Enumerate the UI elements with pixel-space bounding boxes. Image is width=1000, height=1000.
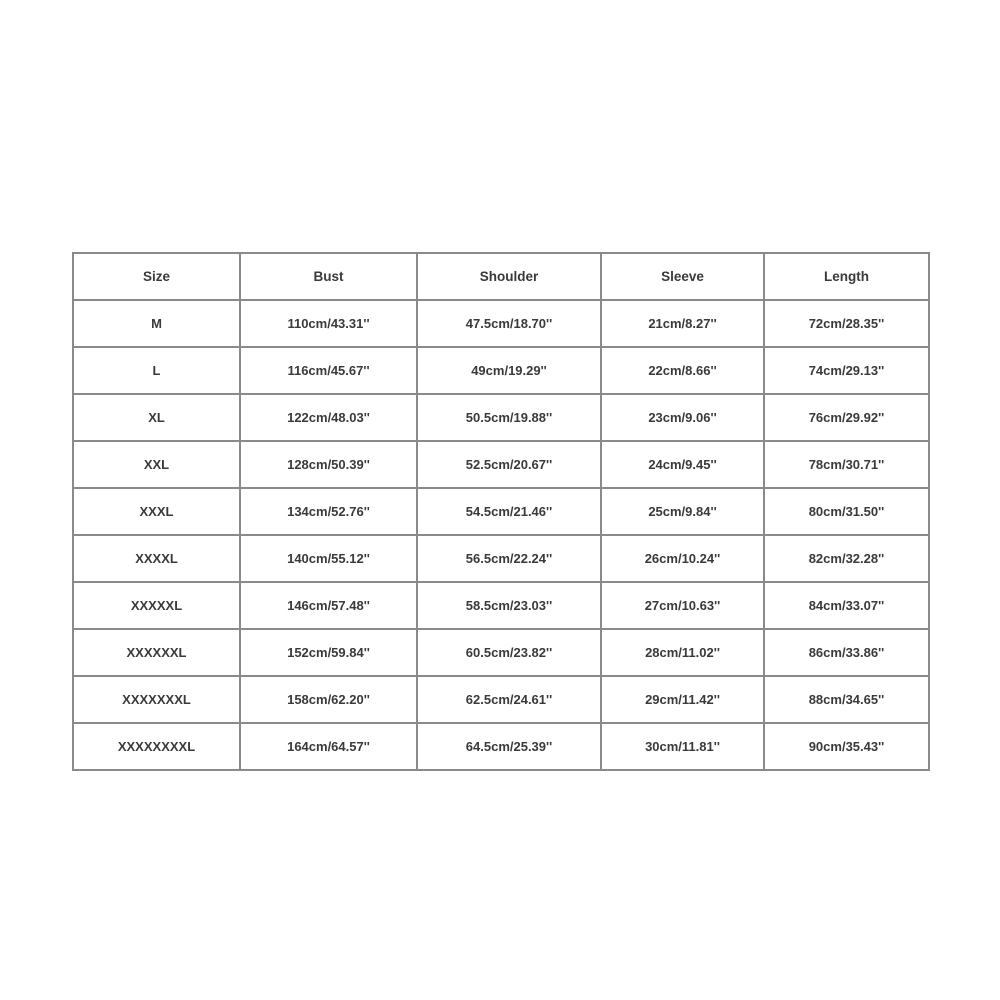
header-sleeve: Sleeve [601,253,764,300]
cell-size: XL [73,394,240,441]
cell-length: 78cm/30.71'' [764,441,929,488]
cell-bust: 128cm/50.39'' [240,441,417,488]
table-row [73,488,929,535]
table-row [73,347,929,394]
cell-size: XXXXXXXL [73,676,240,723]
cell-shoulder: 52.5cm/20.67'' [417,441,601,488]
cell-sleeve: 29cm/11.42'' [601,676,764,723]
cell-shoulder: 49cm/19.29'' [417,347,601,394]
cell-bust: 122cm/48.03'' [240,394,417,441]
cell-length: 76cm/29.92'' [764,394,929,441]
cell-sleeve: 30cm/11.81'' [601,723,764,770]
cell-sleeve: 22cm/8.66'' [601,347,764,394]
cell-sleeve: 24cm/9.45'' [601,441,764,488]
cell-size: XXL [73,441,240,488]
cell-bust: 146cm/57.48'' [240,582,417,629]
cell-size: XXXXL [73,535,240,582]
cell-shoulder: 58.5cm/23.03'' [417,582,601,629]
cell-shoulder: 50.5cm/19.88'' [417,394,601,441]
cell-sleeve: 23cm/9.06'' [601,394,764,441]
cell-size: XXXL [73,488,240,535]
cell-shoulder: 64.5cm/25.39'' [417,723,601,770]
table-row [73,394,929,441]
cell-bust: 152cm/59.84'' [240,629,417,676]
cell-length: 80cm/31.50'' [764,488,929,535]
cell-length: 72cm/28.35'' [764,300,929,347]
cell-bust: 116cm/45.67'' [240,347,417,394]
table-row [73,629,929,676]
cell-sleeve: 25cm/9.84'' [601,488,764,535]
cell-size: XXXXXXL [73,629,240,676]
cell-sleeve: 27cm/10.63'' [601,582,764,629]
cell-bust: 164cm/64.57'' [240,723,417,770]
cell-length: 88cm/34.65'' [764,676,929,723]
table-row [73,582,929,629]
cell-length: 90cm/35.43'' [764,723,929,770]
cell-size: XXXXXXXXL [73,723,240,770]
cell-shoulder: 56.5cm/22.24'' [417,535,601,582]
cell-shoulder: 47.5cm/18.70'' [417,300,601,347]
table-row [73,300,929,347]
table-row [73,441,929,488]
cell-bust: 110cm/43.31'' [240,300,417,347]
header-bust: Bust [240,253,417,300]
cell-shoulder: 54.5cm/21.46'' [417,488,601,535]
header-row [73,253,929,300]
cell-sleeve: 26cm/10.24'' [601,535,764,582]
table-row [73,676,929,723]
cell-size: L [73,347,240,394]
size-chart-table [72,252,930,771]
cell-shoulder: 60.5cm/23.82'' [417,629,601,676]
cell-bust: 134cm/52.76'' [240,488,417,535]
header-length: Length [764,253,929,300]
header-shoulder: Shoulder [417,253,601,300]
cell-bust: 140cm/55.12'' [240,535,417,582]
table-row [73,723,929,770]
cell-length: 84cm/33.07'' [764,582,929,629]
cell-length: 86cm/33.86'' [764,629,929,676]
cell-length: 74cm/29.13'' [764,347,929,394]
cell-size: M [73,300,240,347]
header-size: Size [73,253,240,300]
cell-size: XXXXXL [73,582,240,629]
cell-bust: 158cm/62.20'' [240,676,417,723]
cell-shoulder: 62.5cm/24.61'' [417,676,601,723]
cell-length: 82cm/32.28'' [764,535,929,582]
table-body [73,300,929,770]
table-row [73,535,929,582]
cell-sleeve: 28cm/11.02'' [601,629,764,676]
cell-sleeve: 21cm/8.27'' [601,300,764,347]
